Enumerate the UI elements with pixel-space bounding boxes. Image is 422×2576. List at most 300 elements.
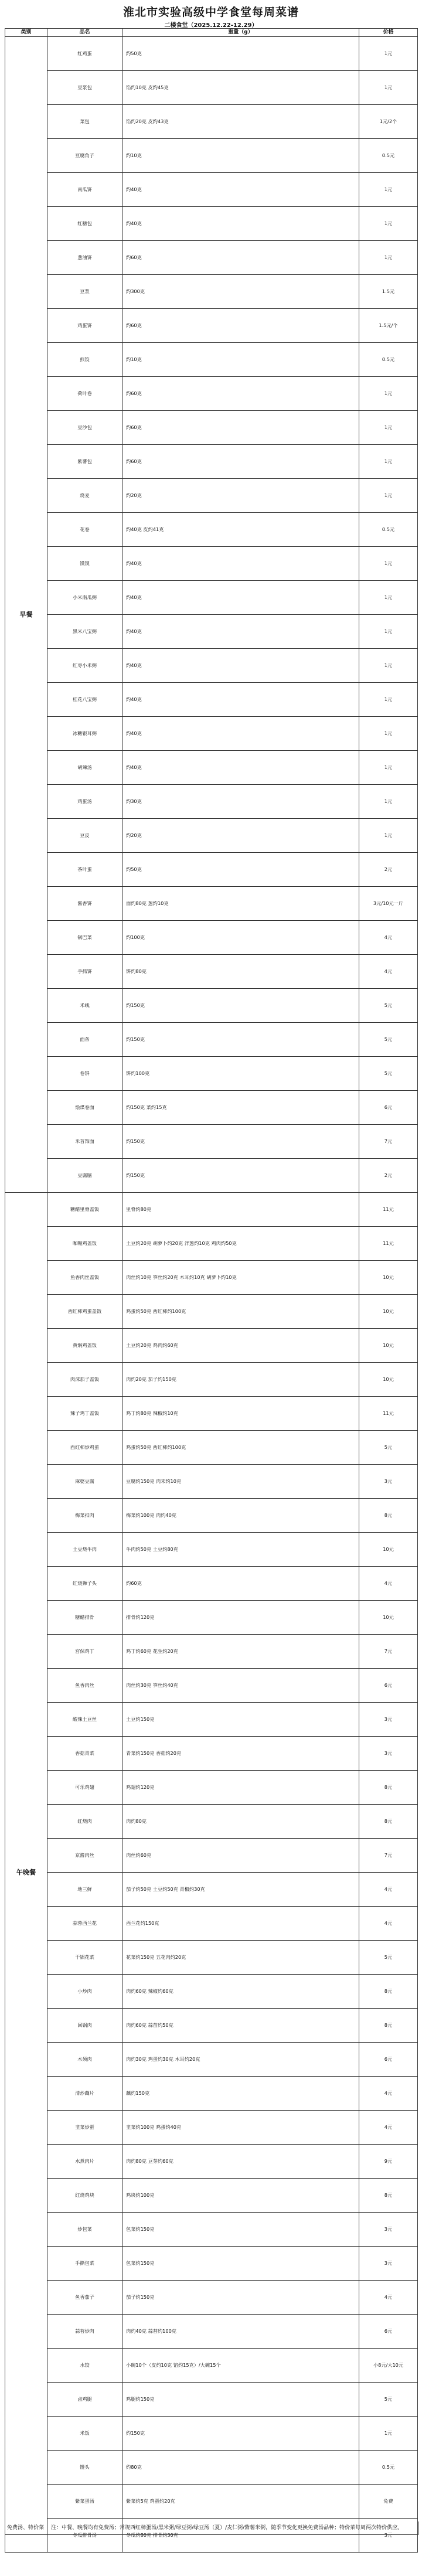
price-cell: 0.5元	[359, 343, 418, 377]
ingredients-cell: 约40克	[122, 717, 359, 751]
price-cell: 1元	[359, 615, 418, 649]
price-cell: 1元	[359, 785, 418, 819]
price-cell: 6元	[359, 2043, 418, 2077]
dish-name-cell: 烧麦	[47, 479, 122, 513]
price-cell: 免费	[359, 2485, 418, 2519]
price-cell: 3元	[359, 2213, 418, 2247]
table-row	[5, 2417, 418, 2451]
ingredients-cell: 约40克	[122, 547, 359, 581]
table-row	[5, 2111, 418, 2145]
dish-name-cell: 冬瓜排骨汤	[47, 2519, 122, 2553]
price-cell: 小8元/大10元	[359, 2349, 418, 2383]
dish-name-cell: 花卷	[47, 513, 122, 547]
ingredients-cell: 土豆约20克 胡萝卜约20克 洋葱约10克 鸡肉约50克	[122, 1227, 359, 1261]
ingredients-cell: 约60克	[122, 411, 359, 445]
dish-name-cell: 米首饰面	[47, 1125, 122, 1159]
price-cell: 1元	[359, 683, 418, 717]
table-row	[5, 513, 418, 547]
ingredients-cell: 鸡块约100克	[122, 2179, 359, 2213]
table-row	[5, 2281, 418, 2315]
dish-name-cell: 煎饺	[47, 343, 122, 377]
price-cell: 11元	[359, 1193, 418, 1227]
price-cell: 1元	[359, 649, 418, 683]
dish-name-cell: 可乐鸡翅	[47, 1771, 122, 1805]
table-row	[5, 853, 418, 887]
table-row	[5, 1771, 418, 1805]
table-row	[5, 1091, 418, 1125]
table-row	[5, 1329, 418, 1363]
price-cell: 4元	[359, 1907, 418, 1941]
ingredients-cell: 约10克	[122, 343, 359, 377]
ingredients-cell: 约150克 菜约15克	[122, 1091, 359, 1125]
dish-name-cell: 麻婆豆腐	[47, 1465, 122, 1499]
price-cell: 1元	[359, 173, 418, 207]
price-cell: 1元	[359, 37, 418, 71]
dish-name-cell: 糖醋排骨	[47, 1601, 122, 1635]
dish-name-cell: 红烧狮子头	[47, 1567, 122, 1601]
ingredients-cell: 鸡腿约150克	[122, 2383, 359, 2417]
dish-name-cell: 土豆烧牛肉	[47, 1533, 122, 1567]
ingredients-cell: 花菜约150克 五花肉约20克	[122, 1941, 359, 1975]
table-row	[5, 2485, 418, 2519]
menu-body	[5, 37, 418, 2553]
header-category: 类别	[5, 29, 47, 37]
dish-name-cell: 锅巴菜	[47, 921, 122, 955]
price-cell: 10元	[359, 1533, 418, 1567]
dish-name-cell: 梅菜扣肉	[47, 1499, 122, 1533]
table-row	[5, 275, 418, 309]
dish-name-cell: 荷叶卷	[47, 377, 122, 411]
ingredients-cell: 约60克	[122, 1567, 359, 1601]
table-row	[5, 479, 418, 513]
price-cell: 6元	[359, 1669, 418, 1703]
table-row	[5, 1465, 418, 1499]
price-cell: 3元	[359, 2519, 418, 2553]
dish-name-cell: 鸡蛋饼	[47, 309, 122, 343]
price-cell: 3元/10元一斤	[359, 887, 418, 921]
table-row	[5, 1363, 418, 1397]
dish-name-cell: 咖喱鸡盖饭	[47, 1227, 122, 1261]
dish-name-cell: 清炒藕片	[47, 2077, 122, 2111]
ingredients-cell: 约20克	[122, 479, 359, 513]
category-cell: 早餐	[5, 37, 47, 1193]
dish-name-cell: 手抓饼	[47, 955, 122, 989]
table-row	[5, 139, 418, 173]
table-row	[5, 1873, 418, 1907]
dish-name-cell: 豆皮	[47, 819, 122, 853]
table-row	[5, 1703, 418, 1737]
dish-name-cell: 鱼香肉丝	[47, 1669, 122, 1703]
table-row	[5, 717, 418, 751]
ingredients-cell: 土豆约150克	[122, 1703, 359, 1737]
table-row	[5, 37, 418, 71]
dish-name-cell: 香菇青菜	[47, 1737, 122, 1771]
price-cell: 10元	[359, 1363, 418, 1397]
table-row	[5, 1669, 418, 1703]
price-cell: 5元	[359, 1023, 418, 1057]
table-row	[5, 2009, 418, 2043]
ingredients-cell: 茄子约150克	[122, 2281, 359, 2315]
ingredients-cell: 约40克	[122, 173, 359, 207]
dish-name-cell: 蒜苔炒肉	[47, 2315, 122, 2349]
price-cell: 1元	[359, 547, 418, 581]
ingredients-cell: 鸡蛋约50克 西红柿约100克	[122, 1295, 359, 1329]
price-cell: 1元	[359, 71, 418, 105]
ingredients-cell: 包菜约150克	[122, 2213, 359, 2247]
dish-name-cell: 馒头	[47, 2451, 122, 2485]
price-cell: 10元	[359, 1329, 418, 1363]
dish-name-cell: 红烧肉	[47, 1805, 122, 1839]
price-cell: 1元	[359, 751, 418, 785]
header-weight: 重量（g）	[122, 29, 359, 37]
ingredients-cell: 约10克	[122, 139, 359, 173]
ingredients-cell: 冬瓜约80克 排骨约30克	[122, 2519, 359, 2553]
price-cell: 4元	[359, 1567, 418, 1601]
table-row	[5, 2043, 418, 2077]
table-row	[5, 751, 418, 785]
table-row	[5, 2383, 418, 2417]
footer-note: 注：中餐、晚餐均有免费汤；常规西红柿蛋汤/黑米粥/绿豆粥/绿豆汤（夏）/麦仁粥/紫薯米粥，随季节变化更换免费汤品种；特价菜每周两次特价供应。	[51, 2525, 403, 2531]
dish-name-cell: 菜包	[47, 105, 122, 139]
table-row	[5, 1431, 418, 1465]
table-row	[5, 1805, 418, 1839]
dish-name-cell: 糖醋里脊盖饭	[47, 1193, 122, 1227]
ingredients-cell: 梅菜约100克 肉约40克	[122, 1499, 359, 1533]
table-row	[5, 1533, 418, 1567]
ingredients-cell: 馅约10克 皮约45克	[122, 71, 359, 105]
dish-name-cell: 馍馍	[47, 547, 122, 581]
ingredients-cell: 豆腐约150克 肉末约10克	[122, 1465, 359, 1499]
table-row	[5, 1057, 418, 1091]
ingredients-cell: 约30克	[122, 785, 359, 819]
price-cell: 4元	[359, 2111, 418, 2145]
ingredients-cell: 藕约150克	[122, 2077, 359, 2111]
price-cell: 8元	[359, 1975, 418, 2009]
footer-note-row	[5, 2521, 418, 2535]
table-row	[5, 547, 418, 581]
dish-name-cell: 红糖包	[47, 207, 122, 241]
price-cell: 1元/2个	[359, 105, 418, 139]
ingredients-cell: 约150克	[122, 989, 359, 1023]
price-cell: 7元	[359, 1839, 418, 1873]
dish-name-cell: 肉沫茄子盖饭	[47, 1363, 122, 1397]
table-row	[5, 309, 418, 343]
table-header-row	[5, 29, 418, 37]
dish-name-cell: 手撕包菜	[47, 2247, 122, 2281]
ingredients-cell: 面约80克 葱约10克	[122, 887, 359, 921]
table-row	[5, 2077, 418, 2111]
ingredients-cell: 饼约80克	[122, 955, 359, 989]
ingredients-cell: 紫菜约5克 鸡蛋约20克	[122, 2485, 359, 2519]
price-cell: 6元	[359, 1091, 418, 1125]
table-row	[5, 2145, 418, 2179]
table-row	[5, 343, 418, 377]
dish-name-cell: 茶叶蛋	[47, 853, 122, 887]
category-cell: 午晚餐	[5, 1193, 47, 2553]
footer-label: 免费汤、特价菜	[5, 2521, 47, 2534]
price-cell: 4元	[359, 2077, 418, 2111]
ingredients-cell: 约40克	[122, 683, 359, 717]
dish-name-cell: 酸辣土豆丝	[47, 1703, 122, 1737]
table-row	[5, 241, 418, 275]
price-cell: 4元	[359, 955, 418, 989]
ingredients-cell: 约50克	[122, 37, 359, 71]
ingredients-cell: 肉丝约30克 笋丝约40克	[122, 1669, 359, 1703]
table-row	[5, 2179, 418, 2213]
table-row	[5, 1227, 418, 1261]
dish-name-cell: 红鸡蛋	[47, 37, 122, 71]
dish-name-cell: 胡辣汤	[47, 751, 122, 785]
ingredients-cell: 里脊约80克	[122, 1193, 359, 1227]
dish-name-cell: 鱼香肉丝盖饭	[47, 1261, 122, 1295]
price-cell: 0.5元	[359, 513, 418, 547]
table-row	[5, 819, 418, 853]
ingredients-cell: 肉约80克	[122, 1805, 359, 1839]
table-row	[5, 2247, 418, 2281]
dish-name-cell: 木须肉	[47, 2043, 122, 2077]
price-cell: 1元	[359, 2417, 418, 2451]
ingredients-cell: 约60克	[122, 241, 359, 275]
ingredients-cell: 约40克	[122, 207, 359, 241]
header-name: 品名	[47, 29, 122, 37]
dish-name-cell: 黄焖鸡盖饭	[47, 1329, 122, 1363]
table-row	[5, 1125, 418, 1159]
price-cell: 6元	[359, 2315, 418, 2349]
dish-name-cell: 紫菜蛋汤	[47, 2485, 122, 2519]
ingredients-cell: 小碗10个（皮约10克 馅约15克）/大碗15个	[122, 2349, 359, 2383]
table-row	[5, 105, 418, 139]
ingredients-cell: 约60克	[122, 377, 359, 411]
dish-name-cell: 卷饼	[47, 1057, 122, 1091]
price-cell: 8元	[359, 2179, 418, 2213]
table-row	[5, 2315, 418, 2349]
ingredients-cell: 茄子约50克 土豆约50克 青椒约30克	[122, 1873, 359, 1907]
dish-name-cell: 红烧鸡块	[47, 2179, 122, 2213]
dish-name-cell: 米线	[47, 989, 122, 1023]
table-row	[5, 955, 418, 989]
ingredients-cell: 约60克	[122, 309, 359, 343]
price-cell: 10元	[359, 1601, 418, 1635]
table-row	[5, 445, 418, 479]
price-cell: 2元	[359, 1159, 418, 1193]
dish-name-cell: 西红柿炒鸡蛋	[47, 1431, 122, 1465]
dish-name-cell: 冰糖银耳粥	[47, 717, 122, 751]
dish-name-cell: 红枣小米粥	[47, 649, 122, 683]
price-cell: 3元	[359, 1703, 418, 1737]
dish-name-cell: 干锅花菜	[47, 1941, 122, 1975]
price-cell: 8元	[359, 1805, 418, 1839]
price-cell: 0.5元	[359, 2451, 418, 2485]
table-row	[5, 989, 418, 1023]
ingredients-cell: 约40克	[122, 649, 359, 683]
price-cell: 1.5元/个	[359, 309, 418, 343]
ingredients-cell: 肉丝约60克	[122, 1839, 359, 1873]
ingredients-cell: 约40克	[122, 751, 359, 785]
dish-name-cell: 京酱肉丝	[47, 1839, 122, 1873]
price-cell: 1元	[359, 819, 418, 853]
price-cell: 5元	[359, 1057, 418, 1091]
price-cell: 1元	[359, 207, 418, 241]
dish-name-cell: 鱼香茄子	[47, 2281, 122, 2315]
price-cell: 1元	[359, 717, 418, 751]
dish-name-cell: 小炒肉	[47, 1975, 122, 2009]
ingredients-cell: 鸡丁约80克 辣椒约10克	[122, 1397, 359, 1431]
ingredients-cell: 约150克	[122, 1023, 359, 1057]
table-row	[5, 615, 418, 649]
ingredients-cell: 肉丝约10克 笋丝约20克 木耳约10克 胡萝卜约10克	[122, 1261, 359, 1295]
price-cell: 4元	[359, 921, 418, 955]
table-row	[5, 2349, 418, 2383]
ingredients-cell: 鸡丁约60克 花生约20克	[122, 1635, 359, 1669]
price-cell: 3元	[359, 2247, 418, 2281]
ingredients-cell: 肉约80克 豆芽约60克	[122, 2145, 359, 2179]
dish-name-cell: 黑米八宝粥	[47, 615, 122, 649]
price-cell: 0.5元	[359, 139, 418, 173]
table-row	[5, 785, 418, 819]
ingredients-cell: 肉约40克 蒜苔约100克	[122, 2315, 359, 2349]
price-cell: 1.5元	[359, 275, 418, 309]
ingredients-cell: 西兰花约150克	[122, 1907, 359, 1941]
dish-name-cell: 豆腐角子	[47, 139, 122, 173]
ingredients-cell: 饼约100克	[122, 1057, 359, 1091]
ingredients-cell: 约20克	[122, 819, 359, 853]
dish-name-cell: 鸡蛋汤	[47, 785, 122, 819]
table-row	[5, 1567, 418, 1601]
price-cell: 1元	[359, 479, 418, 513]
dish-name-cell: 豆腐脑	[47, 1159, 122, 1193]
ingredients-cell: 肉约20克 茄子约150克	[122, 1363, 359, 1397]
ingredients-cell: 约150克	[122, 2417, 359, 2451]
price-cell: 1元	[359, 411, 418, 445]
price-cell: 1元	[359, 445, 418, 479]
table-row	[5, 1295, 418, 1329]
page-subtitle: 二楼食堂（2025.12.22-12.29）	[164, 22, 258, 29]
ingredients-cell: 约150克	[122, 1125, 359, 1159]
table-row	[5, 2213, 418, 2247]
dish-name-cell: 酱香饼	[47, 887, 122, 921]
ingredients-cell: 约50克	[122, 853, 359, 887]
dish-name-cell: 西红柿鸡蛋盖饭	[47, 1295, 122, 1329]
dish-name-cell: 南瓜饼	[47, 173, 122, 207]
price-cell: 11元	[359, 1227, 418, 1261]
table-row	[5, 1499, 418, 1533]
price-cell: 5元	[359, 989, 418, 1023]
ingredients-cell: 包菜约150克	[122, 2247, 359, 2281]
table-row	[5, 1975, 418, 2009]
dish-name-cell: 地三鲜	[47, 1873, 122, 1907]
menu-table	[5, 28, 418, 2553]
ingredients-cell: 鸡蛋约50克 西红柿约100克	[122, 1431, 359, 1465]
table-row	[5, 683, 418, 717]
ingredients-cell: 肉约60克 辣椒约60克	[122, 1975, 359, 2009]
table-row	[5, 1601, 418, 1635]
dish-name-cell: 葱油饼	[47, 241, 122, 275]
table-row	[5, 1023, 418, 1057]
header-price: 价格	[359, 29, 418, 37]
dish-name-cell: 桂花八宝粥	[47, 683, 122, 717]
ingredients-cell: 韭菜约100克 鸡蛋约40克	[122, 2111, 359, 2145]
price-cell: 7元	[359, 1125, 418, 1159]
ingredients-cell: 约150克	[122, 1159, 359, 1193]
ingredients-cell: 约60克	[122, 445, 359, 479]
ingredients-cell: 约40克	[122, 615, 359, 649]
price-cell: 9元	[359, 2145, 418, 2179]
table-row	[5, 1397, 418, 1431]
table-row	[5, 411, 418, 445]
table-row	[5, 173, 418, 207]
dish-name-cell: 烩煤卷面	[47, 1091, 122, 1125]
table-row	[5, 1261, 418, 1295]
price-cell: 8元	[359, 1771, 418, 1805]
table-row	[5, 207, 418, 241]
dish-name-cell: 米饭	[47, 2417, 122, 2451]
page-title: 淮北市实验高级中学食堂每周菜谱	[122, 6, 299, 19]
price-cell: 10元	[359, 1295, 418, 1329]
table-row	[5, 1193, 418, 1227]
table-row	[5, 377, 418, 411]
table-row	[5, 1941, 418, 1975]
dish-name-cell: 豆浆	[47, 275, 122, 309]
price-cell: 4元	[359, 2281, 418, 2315]
dish-name-cell: 韭菜炒蛋	[47, 2111, 122, 2145]
price-cell: 11元	[359, 1397, 418, 1431]
ingredients-cell: 馅约20克 皮约43克	[122, 105, 359, 139]
table-row	[5, 2451, 418, 2485]
table-row	[5, 1907, 418, 1941]
table-row	[5, 1159, 418, 1193]
dish-name-cell: 紫薯包	[47, 445, 122, 479]
price-cell: 3元	[359, 1737, 418, 1771]
price-cell: 4元	[359, 1873, 418, 1907]
price-cell: 5元	[359, 1431, 418, 1465]
price-cell: 3元	[359, 1465, 418, 1499]
ingredients-cell: 约40克	[122, 581, 359, 615]
ingredients-cell: 约80克	[122, 2451, 359, 2485]
price-cell: 8元	[359, 1499, 418, 1533]
price-cell: 2元	[359, 853, 418, 887]
table-row	[5, 1839, 418, 1873]
ingredients-cell: 排骨约120克	[122, 1601, 359, 1635]
price-cell: 5元	[359, 1941, 418, 1975]
price-cell: 7元	[359, 1635, 418, 1669]
ingredients-cell: 约300克	[122, 275, 359, 309]
ingredients-cell: 牛肉约50克 土豆约80克	[122, 1533, 359, 1567]
ingredients-cell: 肉约60克 蒜苗约50克	[122, 2009, 359, 2043]
dish-name-cell: 面条	[47, 1023, 122, 1057]
table-row	[5, 1737, 418, 1771]
dish-name-cell: 水饺	[47, 2349, 122, 2383]
price-cell: 1元	[359, 241, 418, 275]
price-cell: 8元	[359, 2009, 418, 2043]
table-row	[5, 887, 418, 921]
price-cell: 1元	[359, 581, 418, 615]
dish-name-cell: 回锅肉	[47, 2009, 122, 2043]
dish-name-cell: 水煮肉片	[47, 2145, 122, 2179]
price-cell: 5元	[359, 2383, 418, 2417]
ingredients-cell: 土豆约20克 鸡肉约60克	[122, 1329, 359, 1363]
table-row	[5, 921, 418, 955]
table-row	[5, 71, 418, 105]
dish-name-cell: 卤鸡腿	[47, 2383, 122, 2417]
price-cell: 1元	[359, 377, 418, 411]
dish-name-cell: 辣子鸡丁盖饭	[47, 1397, 122, 1431]
table-row	[5, 1635, 418, 1669]
ingredients-cell: 肉约30克 鸡蛋约30克 木耳约20克	[122, 2043, 359, 2077]
table-row	[5, 581, 418, 615]
dish-name-cell: 宫保鸡丁	[47, 1635, 122, 1669]
dish-name-cell: 豆浆包	[47, 71, 122, 105]
dish-name-cell: 小米南瓜粥	[47, 581, 122, 615]
